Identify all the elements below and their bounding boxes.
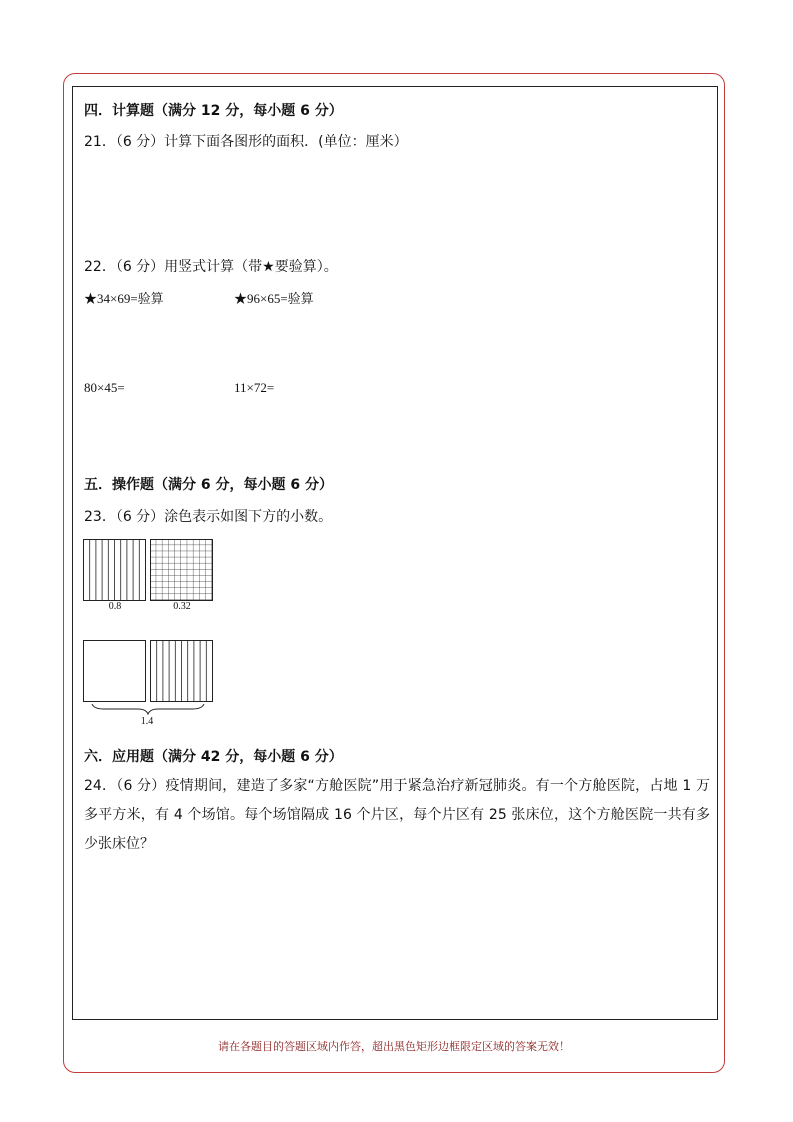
expression-4: 11×72= bbox=[234, 380, 275, 395]
section-4-title: 四．计算题（满分 12 分，每小题 6 分） bbox=[84, 103, 343, 119]
question-24: 24．（6 分）疫情期间，建造了多家“方舱医院”用于紧急治疗新冠肺炎。有一个方舱医院，占地 1 万多平方米，有 4 个场馆。每个场馆隔成 16 个片区，每个片区有 25 张床位，这个方舱医院一共有多少张床位？ bbox=[84, 778, 710, 852]
caption-0-8: 0.8 bbox=[108, 601, 122, 612]
expression-2: ★96×65=验算 bbox=[234, 291, 314, 306]
section-6-title: 六．应用题（满分 42 分，每小题 6 分） bbox=[84, 749, 343, 765]
question-22: 22．（6 分）用竖式计算（带★要验算）。 bbox=[84, 259, 338, 275]
decimal-blank-square bbox=[83, 640, 146, 702]
decimal-grid-hundredths-0-32 bbox=[150, 539, 213, 601]
brace-under-figures bbox=[90, 703, 206, 715]
footer-notice: 请在各题目的答题区域内作答，超出黑色矩形边框限定区域的答案无效！ bbox=[218, 1040, 570, 1053]
question-23: 23．（6 分）涂色表示如图下方的小数。 bbox=[84, 509, 333, 525]
question-21: 21．（6 分）计算下面各图形的面积．(单位：厘米） bbox=[84, 134, 408, 150]
expression-1: ★34×69=验算 bbox=[84, 291, 164, 306]
caption-0-32: 0.32 bbox=[173, 601, 191, 612]
caption-1-4: 1.4 bbox=[140, 716, 154, 727]
decimal-strips-square bbox=[150, 640, 213, 702]
decimal-grid-strips-0-8 bbox=[83, 539, 146, 601]
expression-3: 80×45= bbox=[84, 380, 125, 395]
section-5-title: 五．操作题（满分 6 分，每小题 6 分） bbox=[84, 477, 333, 493]
